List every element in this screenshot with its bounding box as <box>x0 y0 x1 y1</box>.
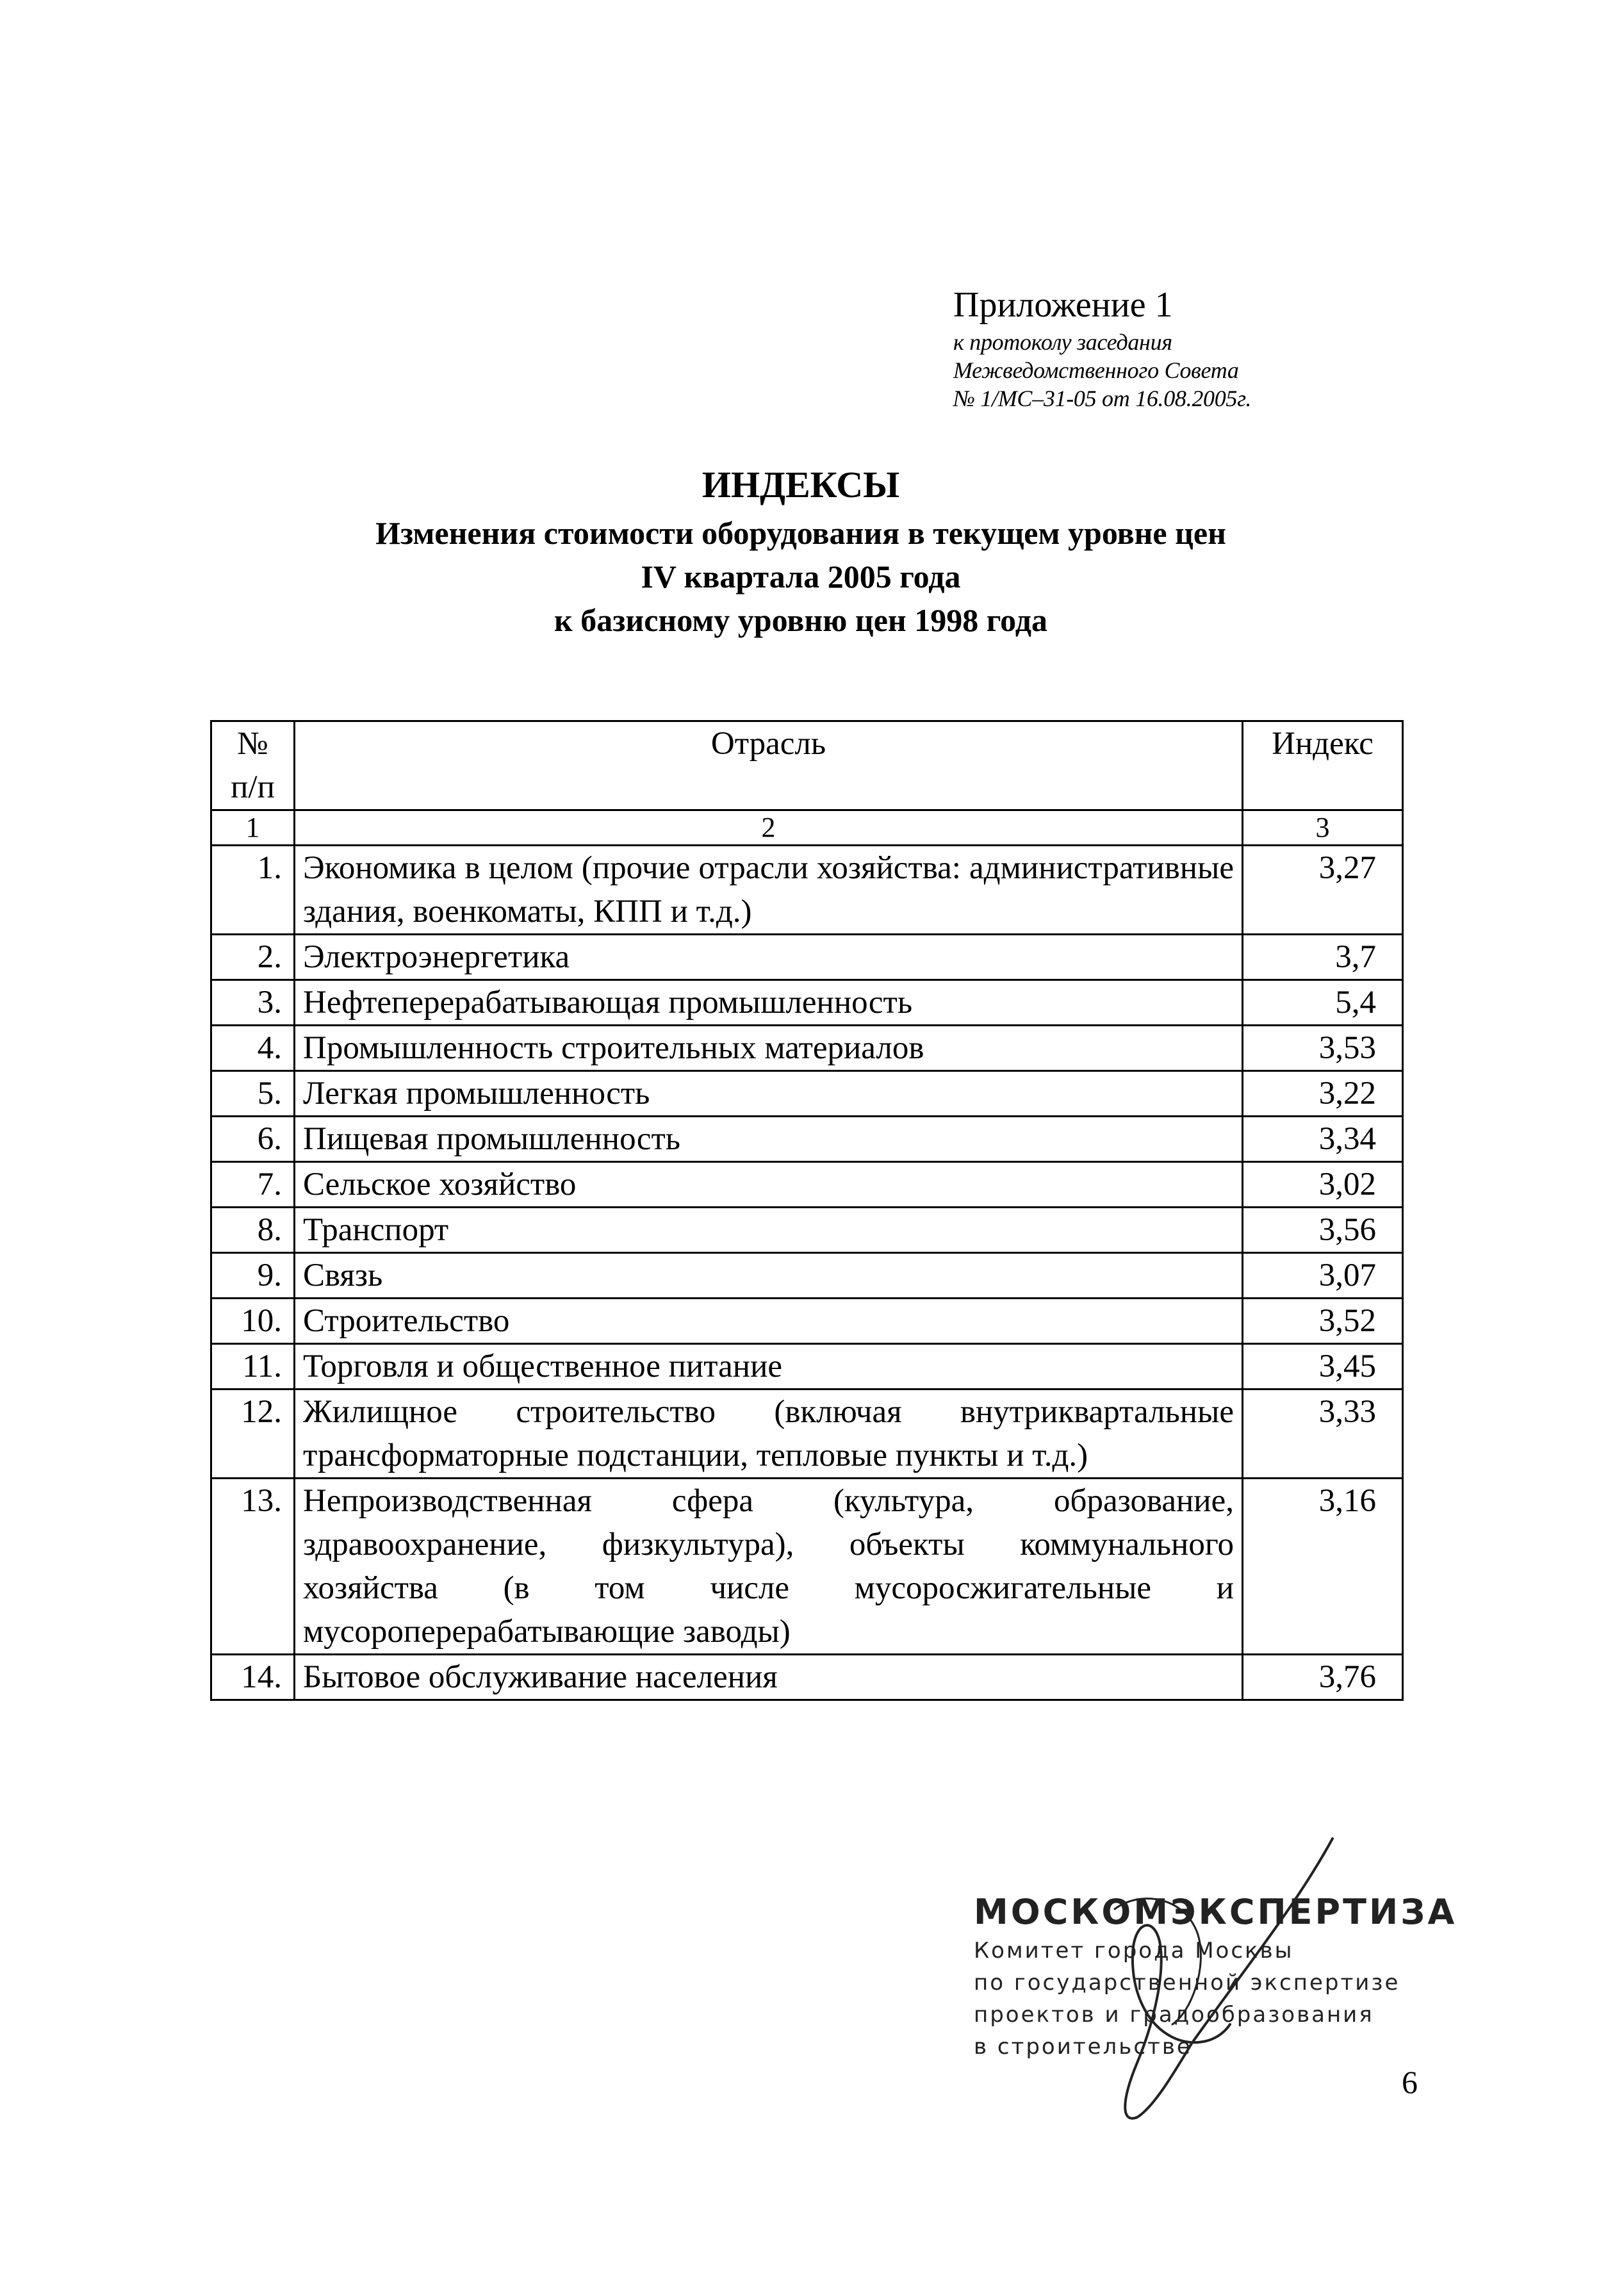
column-number: 2 <box>295 810 1243 846</box>
table-row <box>211 980 1403 1026</box>
row-branch: Торговля и общественное питание <box>295 1344 1243 1390</box>
row-branch: Транспорт <box>295 1208 1243 1253</box>
row-branch: Бытовое обслуживание населения <box>295 1655 1243 1700</box>
column-number-row <box>211 810 1403 846</box>
table-row <box>211 1390 1403 1479</box>
appendix-title: Приложение 1 <box>953 285 1173 325</box>
table-row <box>211 935 1403 980</box>
row-branch: Нефтеперерабатывающая промышленность <box>295 980 1243 1026</box>
row-index: 3,07 <box>1243 1253 1403 1299</box>
table-row <box>211 1117 1403 1162</box>
row-number: 2. <box>211 935 295 980</box>
document-title: ИНДЕКСЫ <box>701 464 900 505</box>
stamp-title: МОСКОМЭКСПЕРТИЗА <box>974 1892 1457 1932</box>
table-row <box>211 1208 1403 1253</box>
row-index: 3,27 <box>1243 846 1403 935</box>
row-branch: Электроэнергетика <box>295 935 1243 980</box>
stamp-line-4: в строительстве <box>974 2034 1192 2060</box>
row-index: 3,16 <box>1243 1479 1403 1655</box>
table-row <box>211 1162 1403 1208</box>
row-index: 3,52 <box>1243 1299 1403 1344</box>
row-number: 1. <box>211 846 295 935</box>
table-body <box>211 846 1403 1700</box>
row-branch: Сельское хозяйство <box>295 1162 1243 1208</box>
row-number: 7. <box>211 1162 295 1208</box>
row-index: 3,02 <box>1243 1162 1403 1208</box>
row-branch: Строительство <box>295 1299 1243 1344</box>
row-branch: Жилищное строительство (включая внутриквартальные трансформаторные подстанции, тепловые пункты и т.д.) <box>295 1390 1243 1479</box>
header-branch: Отрасль <box>295 721 1243 810</box>
row-branch: Связь <box>295 1253 1243 1299</box>
row-number: 8. <box>211 1208 295 1253</box>
appendix-line-3: № 1/МС–31-05 от 16.08.2005г. <box>953 386 1252 411</box>
table-row <box>211 1655 1403 1700</box>
stamp-line-1: Комитет города Москвы <box>974 1938 1294 1964</box>
row-number: 6. <box>211 1117 295 1162</box>
row-number: 13. <box>211 1479 295 1655</box>
row-index: 3,56 <box>1243 1208 1403 1253</box>
header-number-pp: п/п <box>231 769 275 805</box>
table-row <box>211 1299 1403 1344</box>
row-index: 3,22 <box>1243 1071 1403 1117</box>
table-row <box>211 846 1403 935</box>
row-index: 3,7 <box>1243 935 1403 980</box>
document-subtitle-3: к базисному уровню цен 1998 года <box>554 602 1048 638</box>
page-number: 6 <box>1402 2064 1418 2100</box>
row-branch: Легкая промышленность <box>295 1071 1243 1117</box>
row-index: 3,33 <box>1243 1390 1403 1479</box>
row-number: 4. <box>211 1026 295 1071</box>
row-branch: Пищевая промышленность <box>295 1117 1243 1162</box>
appendix-line-2: Межведомственного Совета <box>953 357 1239 383</box>
row-branch: Экономика в целом (прочие отрасли хозяйства: административные здания, военкоматы, КПП и т.д.) <box>295 846 1243 935</box>
header-number-sign: № <box>237 726 268 762</box>
row-branch: Непроизводственная сфера (культура, образование, здравоохранение, физкультура), объекты коммунального хозяйства (в том числе мусоросжигательные и мусороперерабатывающие заводы) <box>295 1479 1243 1655</box>
document-subtitle-1: Изменения стоимости оборудования в текущем уровне цен <box>375 515 1226 551</box>
appendix-block <box>953 282 1251 413</box>
row-number: 10. <box>211 1299 295 1344</box>
row-number: 14. <box>211 1655 295 1700</box>
index-table <box>210 720 1404 1701</box>
row-number: 5. <box>211 1071 295 1117</box>
appendix-line-1: к протоколу заседания <box>953 329 1172 355</box>
row-index: 3,76 <box>1243 1655 1403 1700</box>
column-number: 1 <box>211 810 295 846</box>
table-header-row <box>211 721 1403 810</box>
row-index: 3,34 <box>1243 1117 1403 1162</box>
document-subtitle-2: IV квартала 2005 года <box>641 559 961 594</box>
row-number: 12. <box>211 1390 295 1479</box>
column-number: 3 <box>1243 810 1403 846</box>
row-number: 11. <box>211 1344 295 1390</box>
row-branch: Промышленность строительных материалов <box>295 1026 1243 1071</box>
table-row <box>211 1344 1403 1390</box>
official-stamp <box>974 1890 1457 2063</box>
header-index: Индекс <box>1243 721 1403 810</box>
row-index: 3,53 <box>1243 1026 1403 1071</box>
header-number <box>211 721 295 810</box>
table-row <box>211 1253 1403 1299</box>
stamp-line-2: по государственной экспертизе <box>974 1970 1400 1996</box>
row-number: 3. <box>211 980 295 1026</box>
row-index: 3,45 <box>1243 1344 1403 1390</box>
stamp-line-3: проектов и градообразования <box>974 2002 1374 2028</box>
row-index: 5,4 <box>1243 980 1403 1026</box>
table-row <box>211 1479 1403 1655</box>
table-row <box>211 1071 1403 1117</box>
row-number: 9. <box>211 1253 295 1299</box>
table-row <box>211 1026 1403 1071</box>
